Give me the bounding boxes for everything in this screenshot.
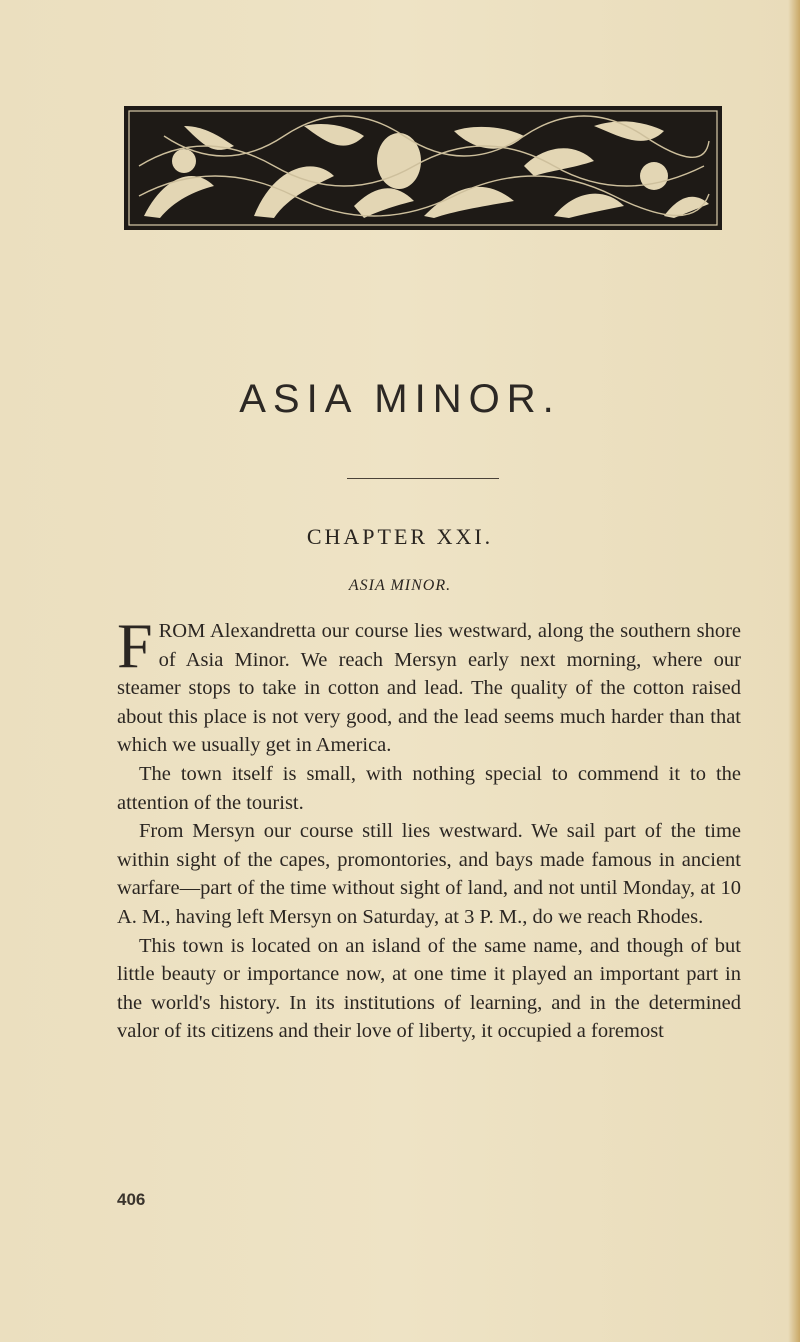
divider-rule xyxy=(347,478,499,479)
paragraph-1 xyxy=(117,610,741,760)
ornamental-headpiece xyxy=(124,106,722,230)
paragraph-3: From Mersyn our course still lies westward. We sail part of the time within sight of the capes, promontories, and bays made famous in ancient warfare—part of the time without sight of land, and not until Monday, at 10 A. M., having left Mersyn on Saturday, at 3 P. M., do we reach Rhodes. xyxy=(117,820,741,928)
paragraph-4: This town is located on an island of the same name, and though of but little beauty or importance now, at one time it played an important part in the world's history. In its institutions of learning, and in the determined valor of its citizens and their love of liberty, it occupied a foremost xyxy=(117,934,741,1043)
page-edge-shadow xyxy=(788,0,800,1342)
drop-cap: F xyxy=(117,610,153,681)
chapter-subtitle: ASIA MINOR. xyxy=(348,577,452,594)
paragraph-1-text: ROM Alexandretta our course lies westward, along the southern shore of Asia Minor. We reach Mersyn early next morning, where our steamer stops to take in cotton and lead. The quality of the cotton raised about this place is not very good, and the lead seems much harder than that which we usually get in America. xyxy=(117,620,741,757)
paragraph-2: The town itself is small, with nothing special to commend it to the attention of the tourist. xyxy=(117,762,741,814)
body-text xyxy=(117,610,741,1046)
chapter-heading: CHAPTER XXI. xyxy=(306,524,494,549)
page-title: ASIA MINOR. xyxy=(239,377,561,421)
page-number: 406 xyxy=(117,1190,146,1209)
